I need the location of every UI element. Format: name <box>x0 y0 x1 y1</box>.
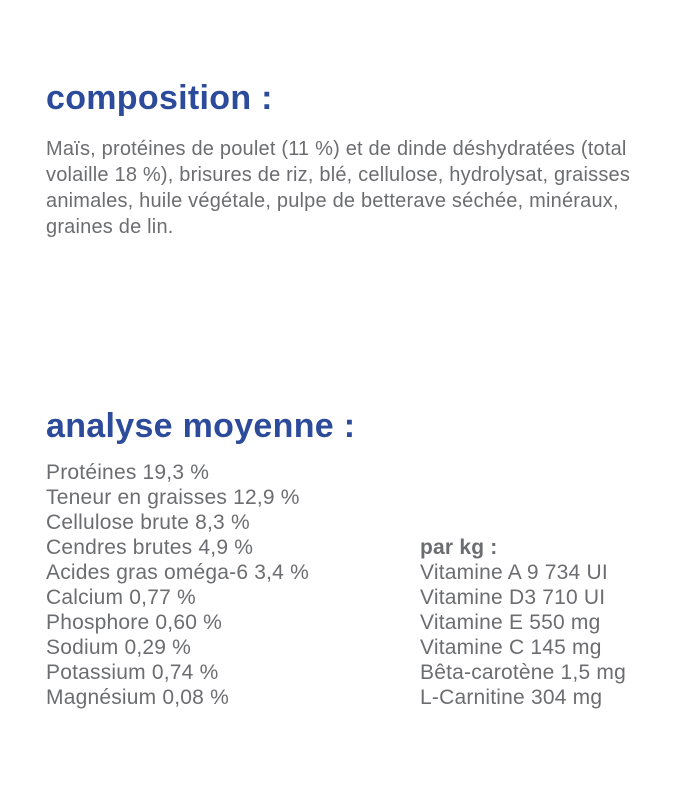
composition-ingredients-text: Maïs, protéines de poulet (11 %) et de dinde déshydratées (total volaille 18 %), brisures de riz, blé, cellulose, hydrolysat, graisses animales, huile végétale, pulpe de betterave séchée, minéraux, graines de lin. <box>46 138 631 238</box>
analysis-columns <box>46 460 700 710</box>
nutrient-item: Cendres brutes 4,9 % <box>46 536 254 559</box>
nutrient-item: Calcium 0,77 % <box>46 586 196 609</box>
vitamin-item: Vitamine A 9 734 UI <box>420 561 608 584</box>
vitamin-item: Bêta-carotène 1,5 mg <box>420 661 626 684</box>
vitamin-list <box>420 560 626 710</box>
vitamin-item: Vitamine C 145 mg <box>420 636 602 659</box>
nutrient-item: Magnésium 0,08 % <box>46 686 229 709</box>
analysis-heading: analyse moyenne : <box>46 407 356 445</box>
nutrient-item: Teneur en graisses 12,9 % <box>46 486 300 509</box>
vitamin-item: L-Carnitine 304 mg <box>420 686 603 709</box>
vitamin-item: Vitamine E 550 mg <box>420 611 601 634</box>
nutrient-item: Protéines 19,3 % <box>46 461 210 484</box>
nutrient-item: Sodium 0,29 % <box>46 636 192 659</box>
nutrient-item: Potassium 0,74 % <box>46 661 219 684</box>
per-kg-heading: par kg : <box>420 536 498 559</box>
nutrient-item: Cellulose brute 8,3 % <box>46 511 250 534</box>
nutrient-item: Acides gras oméga-6 3,4 % <box>46 561 309 584</box>
composition-heading: composition : <box>46 79 273 117</box>
composition-section <box>46 80 700 240</box>
per-kg-column <box>420 535 626 710</box>
vitamin-item: Vitamine D3 710 UI <box>420 586 606 609</box>
nutrient-item: Phosphore 0,60 % <box>46 611 222 634</box>
analysis-section <box>46 408 700 710</box>
